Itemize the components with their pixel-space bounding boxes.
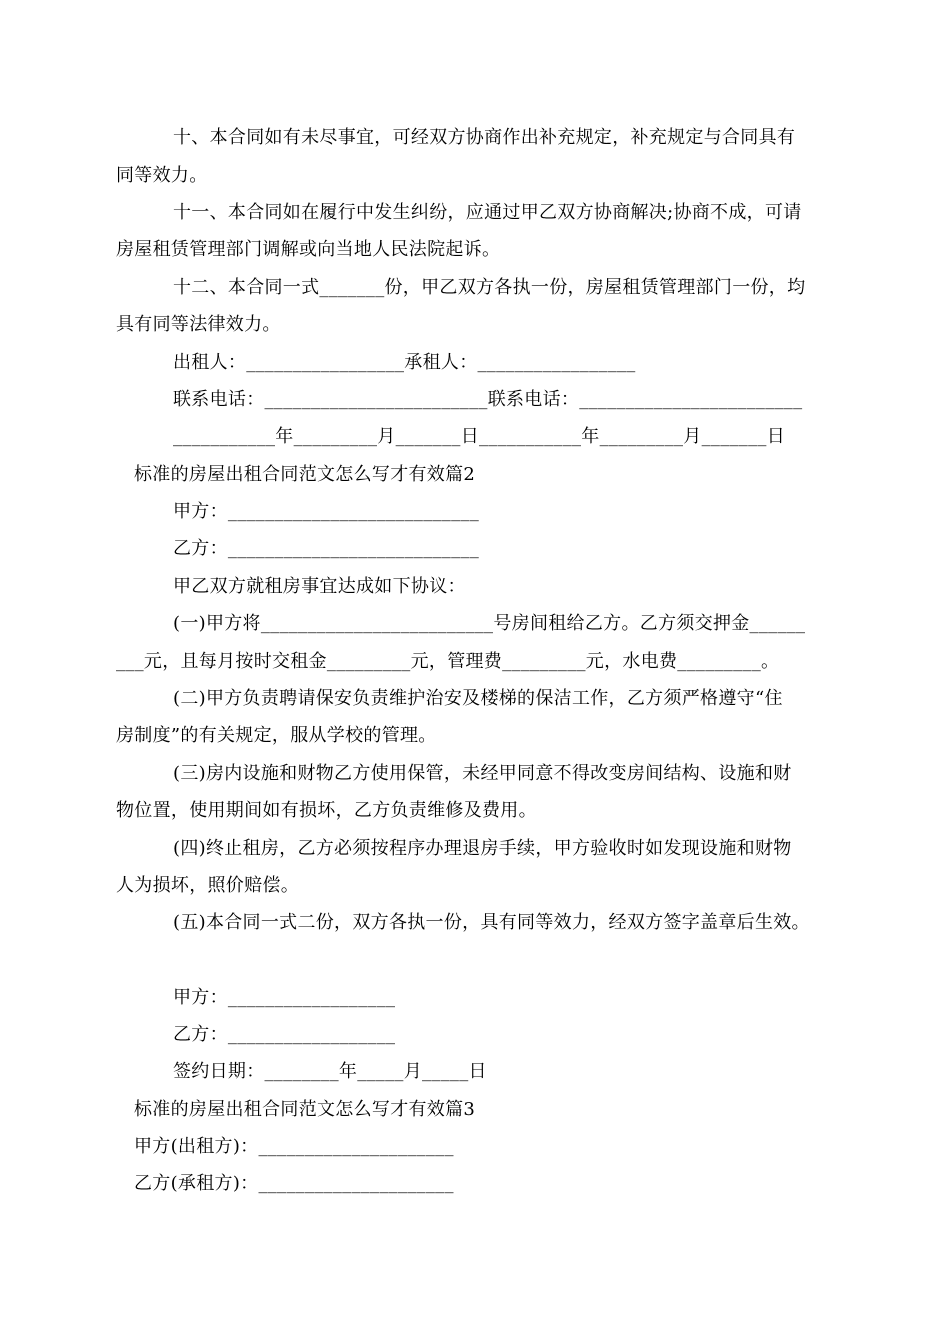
item-1-line-2: ___元，且每月按时交租金_________元，管理费_________元，水电费_________。 xyxy=(116,651,780,672)
clause-10-line-2: 同等效力。 xyxy=(116,165,208,186)
section-2-heading: 标准的房屋出租合同范文怎么写才有效篇2 xyxy=(134,464,476,485)
clause-11-line-1: 十一、本合同如在履行中发生纠纷，应通过甲乙双方协商解决;协商不成，可请 xyxy=(173,202,802,223)
date-line: ___________年_________月_______日___________年_________月_______日 xyxy=(173,426,785,447)
signature-party-a: 甲方：__________________ xyxy=(173,987,396,1008)
agreement-intro: 甲乙双方就租房事宜达成如下协议： xyxy=(173,576,466,597)
party-a-line: 甲方：___________________________ xyxy=(173,501,479,522)
signature-party-b: 乙方：__________________ xyxy=(173,1024,396,1045)
item-3-line-2: 物位置，使用期间如有损坏，乙方负责维修及费用。 xyxy=(116,800,537,821)
section-3-heading: 标准的房屋出租合同范文怎么写才有效篇3 xyxy=(134,1099,476,1120)
clause-12-line-2: 具有同等法律效力。 xyxy=(116,314,281,335)
item-4-line-2: 人为损坏，照价赔偿。 xyxy=(116,875,299,896)
lessor-lessee-line: 出租人：_________________承租人：_________________ xyxy=(173,352,636,373)
party-a-lessor: 甲方(出租方)：_____________________ xyxy=(134,1136,454,1157)
clause-10-line-1: 十、本合同如有未尽事宜，可经双方协商作出补充规定，补充规定与合同具有 xyxy=(173,127,796,148)
clause-12-line-1: 十二、本合同一式_______份，甲乙双方各执一份，房屋租赁管理部门一份，均 xyxy=(173,277,806,298)
clause-11-line-2: 房屋租赁管理部门调解或向当地人民法院起诉。 xyxy=(116,239,501,260)
item-2-line-2: 房制度”的有关规定，服从学校的管理。 xyxy=(116,725,437,746)
phone-line: 联系电话：________________________联系电话：________________________ xyxy=(173,389,803,410)
item-2-line-1: (二)甲方负责聘请保安负责维护治安及楼梯的保洁工作，乙方须严格遵守“住 xyxy=(173,688,783,709)
item-3-line-1: (三)房内设施和财物乙方使用保管，未经甲同意不得改变房间结构、设施和财 xyxy=(173,763,792,784)
signing-date: 签约日期：________年_____月_____日 xyxy=(173,1061,487,1082)
item-5-line: (五)本合同一式二份，双方各执一份，具有同等效力，经双方签字盖章后生效。 xyxy=(173,912,810,933)
party-b-lessee: 乙方(承租方)：_____________________ xyxy=(134,1173,454,1194)
party-b-line: 乙方：___________________________ xyxy=(173,538,479,559)
item-1-line-1: (一)甲方将_________________________号房间租给乙方。乙方须交押金______ xyxy=(173,613,806,634)
item-4-line-1: (四)终止租房，乙方必须按程序办理退房手续，甲方验收时如发现设施和财物 xyxy=(173,838,792,859)
